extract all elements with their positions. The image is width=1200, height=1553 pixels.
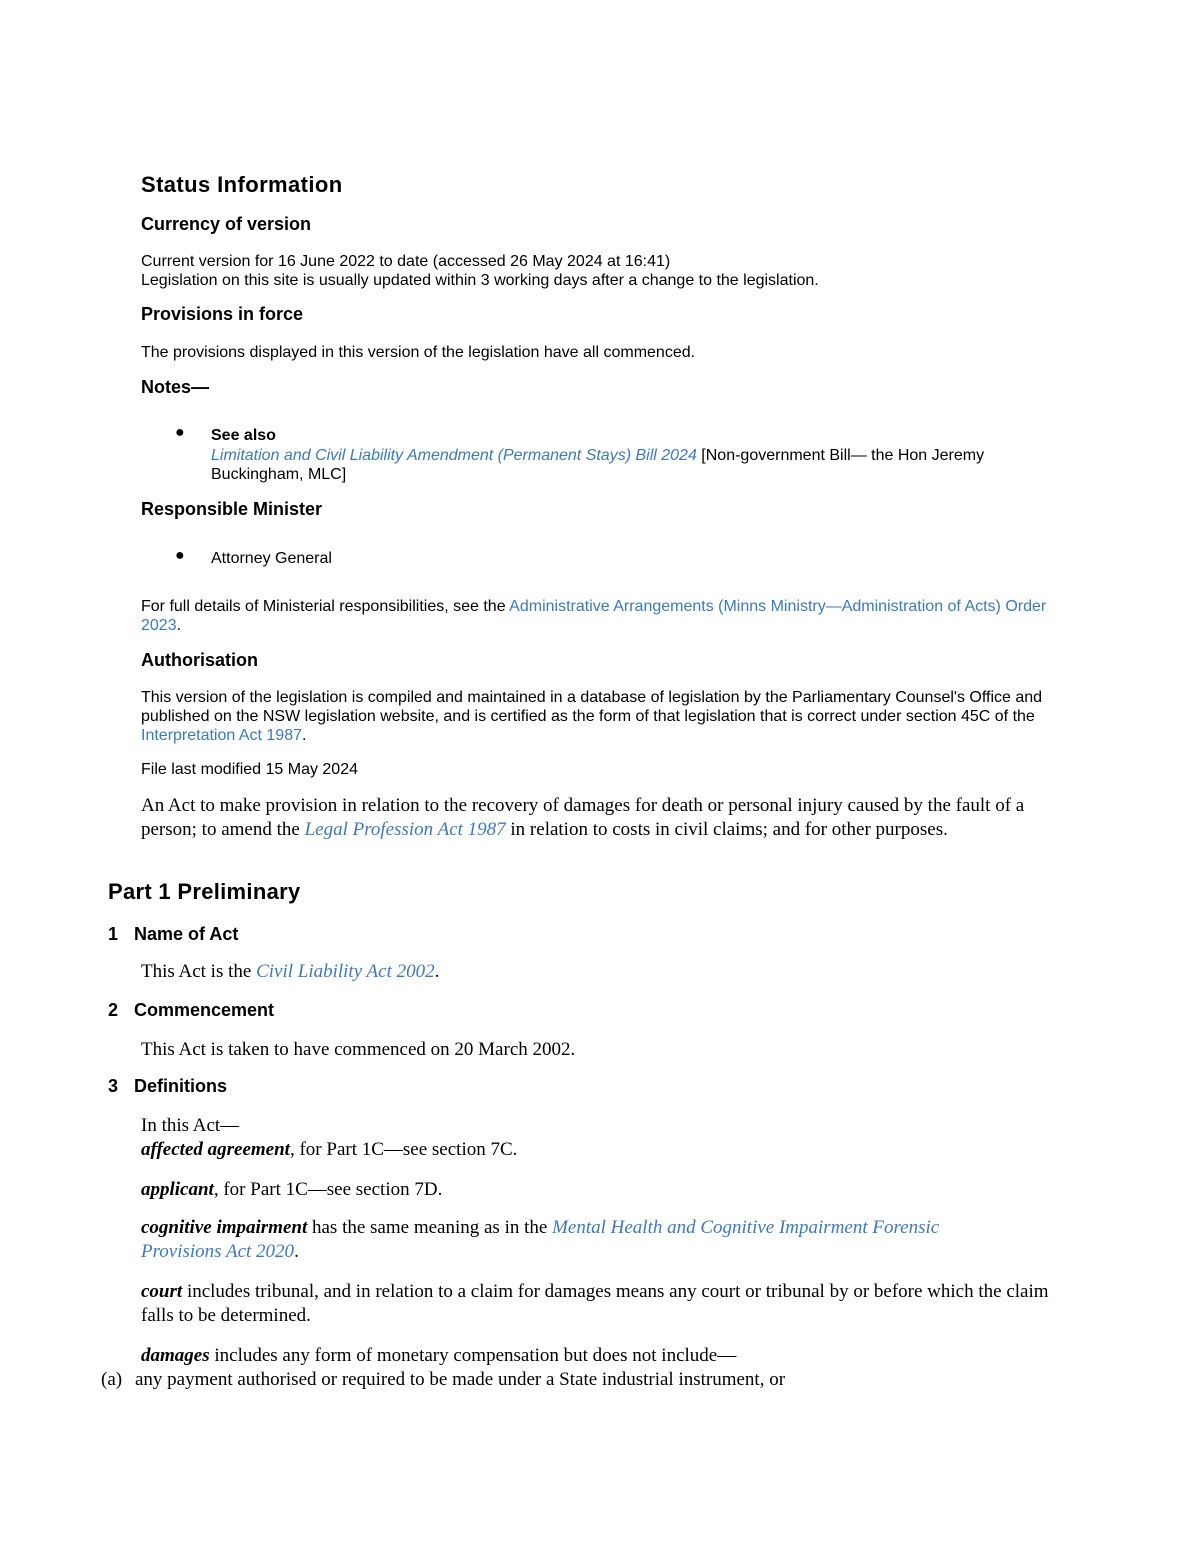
mental-health-act-link[interactable]: Mental Health and Cognitive Impairment Forensic Provisions Act 2020 [141, 1217, 940, 1262]
currency-line-2: Legislation on this site is usually updated within 3 working days after a change to the legislation. [141, 272, 819, 289]
currency-heading: Currency of version [141, 214, 312, 234]
paragraph-label: (a) [101, 1369, 123, 1390]
definitions-intro: In this Act— [141, 1115, 240, 1136]
definition-affected-agreement [141, 1138, 1051, 1162]
def-term: affected agreement [141, 1139, 290, 1160]
notes-heading: Notes— [141, 377, 210, 397]
section-number: 2 [108, 1000, 119, 1020]
interpretation-act-link[interactable]: Interpretation Act 1987 [141, 727, 302, 744]
definition-applicant [141, 1178, 1051, 1202]
def-text: , for Part 1C—see section 7D. [213, 1179, 443, 1200]
paragraph-a-text: any payment authorised or required to be made under a State industrial instrument, or [135, 1369, 786, 1390]
s1-pre: This Act is the [141, 961, 257, 982]
def-text: includes tribunal, and in relation to a claim for damages means any court or tribunal by or before which the claim falls to be determined. [141, 1281, 1049, 1326]
currency-line-1: Current version for 16 June 2022 to date (accessed 26 May 2024 at 16:41) [141, 253, 671, 270]
ministerial-post: . [176, 617, 182, 634]
minister-heading: Responsible Minister [141, 499, 323, 519]
definition-damages [141, 1344, 1051, 1368]
section-2-text: This Act is taken to have commenced on 20 March 2002. [141, 1039, 576, 1060]
section-title: Definitions [134, 1076, 227, 1096]
section-title: Commencement [134, 1000, 275, 1020]
note-body [211, 446, 1031, 484]
provisions-heading: Provisions in force [141, 304, 304, 324]
part-heading: Part 1 Preliminary [108, 879, 301, 904]
minister-item: Attorney General [211, 550, 332, 567]
s1-post: . [434, 961, 440, 982]
def-text: has the same meaning as in the [307, 1217, 553, 1238]
section-1-text [141, 960, 1051, 984]
currency-text [141, 252, 1071, 290]
long-title-post: in relation to costs in civil claims; and for other purposes. [505, 819, 948, 840]
note-item [211, 426, 1031, 484]
definitions-block [141, 1114, 1051, 1162]
ministerial-text [141, 597, 1071, 635]
file-modified: File last modified 15 May 2024 [141, 761, 358, 778]
bullet-icon: ● [175, 424, 185, 441]
definition-cognitive-impairment [141, 1216, 1021, 1264]
provisions-text: The provisions displayed in this version of the legislation have all commenced. [141, 344, 696, 361]
def-term: applicant [141, 1179, 214, 1200]
note-see-also: See also [211, 427, 276, 444]
bullet-icon: ● [175, 547, 185, 564]
def-text: , for Part 1C—see section 7C. [289, 1139, 518, 1160]
section-number: 1 [108, 924, 119, 944]
def-term: damages [141, 1345, 210, 1366]
note-bill-detail: [Non-government Bill— the Hon Jeremy Buckingham, MLC] [211, 447, 985, 483]
def-term: cognitive impairment [141, 1217, 308, 1238]
legal-profession-act-link[interactable]: Legal Profession Act 1987 [304, 819, 506, 840]
authorisation-text [141, 688, 1066, 745]
definition-court [141, 1280, 1051, 1328]
authorisation-pre: This version of the legislation is compiled and maintained in a database of legislation by the Parliamentary Counsel's Office and published on the NSW legislation website, and is certified as the form of that legislation that is correct under section 45C of the [141, 689, 1043, 725]
status-title: Status Information [141, 172, 343, 197]
authorisation-post: . [302, 727, 307, 744]
authorisation-heading: Authorisation [141, 650, 258, 670]
ministerial-pre: For full details of Ministerial responsibilities, see the [141, 598, 510, 615]
def-post: . [294, 1241, 299, 1262]
long-title [141, 794, 1031, 842]
def-term: court [141, 1281, 183, 1302]
civil-liability-act-link[interactable]: Civil Liability Act 2002 [256, 961, 435, 982]
section-title: Name of Act [134, 924, 239, 944]
admin-arrangements-link[interactable]: Administrative Arrangements (Minns Ministry—Administration of Acts) Order 2023 [141, 598, 1047, 634]
long-title-pre: An Act to make provision in relation to the recovery of damages for death or personal injury caused by the fault of a person; to amend the [141, 795, 1025, 840]
def-text: includes any form of monetary compensation but does not include— [209, 1345, 737, 1366]
note-bill-link[interactable]: Limitation and Civil Liability Amendment (Permanent Stays) Bill 2024 [211, 447, 697, 464]
section-number: 3 [108, 1076, 119, 1096]
